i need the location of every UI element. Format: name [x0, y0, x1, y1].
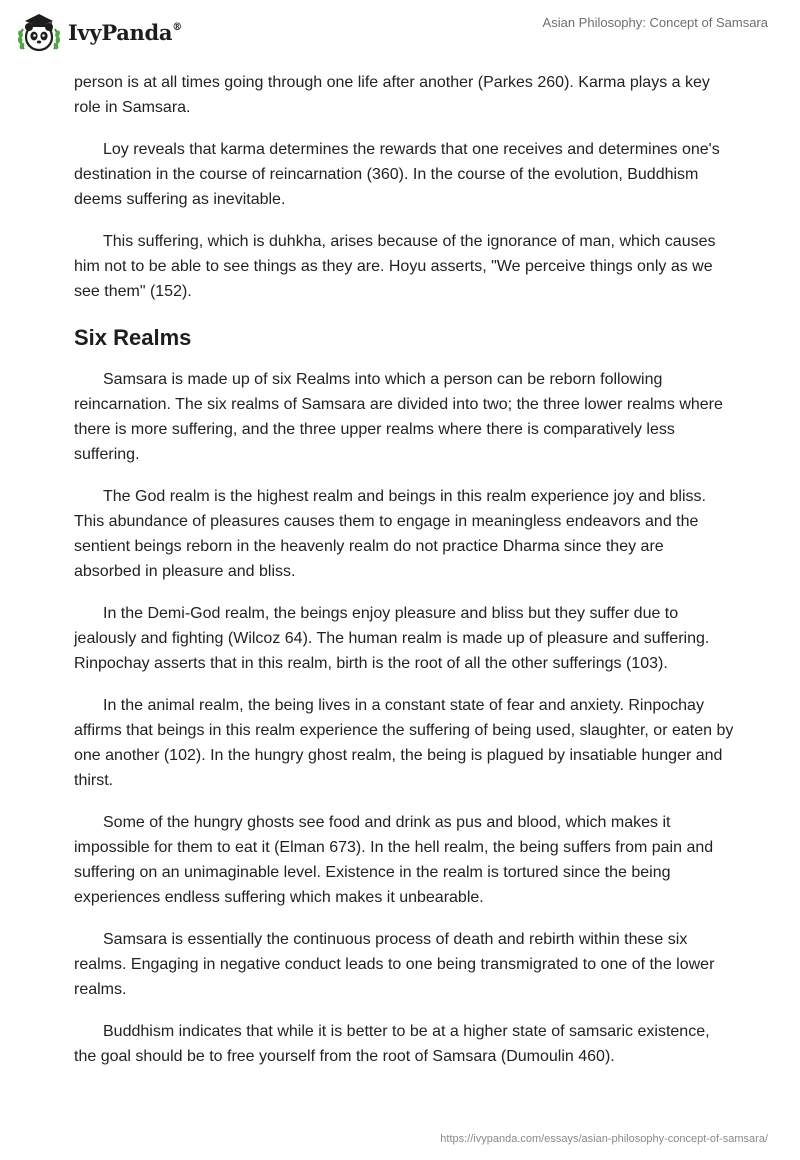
section-heading: Six Realms [74, 325, 192, 350]
paragraph: The God realm is the highest realm and beings in this realm experience joy and bliss. This abundance of pleasures causes them to engage in meaningless endeavors and the sentient beings reborn in the heavenly realm do not practice Dharma since they are absorbed in pleasure and bliss. [74, 488, 706, 580]
paragraph: person is at all times going through one life after another (Parkes 260). Karma plays a key role in Samsara. [74, 74, 710, 116]
panda-graduate-icon [14, 9, 64, 55]
document-title: Asian Philosophy: Concept of Samsara [542, 15, 768, 30]
paragraph: In the animal realm, the being lives in a constant state of fear and anxiety. Rinpochay affirms that beings in this realm experience the suffering of being used, slaughter, or eaten by one another (102). In the hungry ghost realm, the being is plagued by insatiable hunger and thirst. [74, 697, 734, 789]
paragraph: Samsara is made up of six Realms into which a person can be reborn following reincarnation. The six realms of Samsara are divided into two; the three lower realms where there is more suffering, and the three upper realms where there is comparatively less suffering. [74, 371, 723, 463]
brand-logo[interactable] [14, 9, 182, 55]
paragraph: This suffering, which is duhkha, arises because of the ignorance of man, which causes him not to be able to see things as they are. Hoyu asserts, "We perceive things only as we see them" (152). [74, 233, 716, 300]
paragraph: Loy reveals that karma determines the rewards that one receives and determines one's destination in the course of reincarnation (360). In the course of the evolution, Buddhism deems suffering as inevitable. [74, 141, 720, 208]
source-url[interactable]: https://ivypanda.com/essays/asian-philosophy-concept-of-samsara/ [440, 1133, 768, 1145]
paragraph: Some of the hungry ghosts see food and drink as pus and blood, which makes it impossible for them to eat it (Elman 673). In the hell realm, the being suffers from pain and suffering on an unimaginable level. Existence in the realm is tortured since the being experiences endless suffering which makes it unbearable. [74, 814, 714, 906]
essay-body [74, 70, 734, 1086]
paragraph: Buddhism indicates that while it is better to be at a higher state of samsaric existence, the goal should be to free yourself from the root of Samsara (Dumoulin 460). [74, 1023, 710, 1065]
paragraph: Samsara is essentially the continuous process of death and rebirth within these six realms. Engaging in negative conduct leads to one being transmigrated to one of the lower realms. [74, 931, 715, 998]
paragraph: In the Demi-God realm, the beings enjoy pleasure and bliss but they suffer due to jealously and fighting (Wilcoz 64). The human realm is made up of pleasure and suffering. Rinpochay asserts that in this realm, birth is the root of all the other sufferings (103). [74, 605, 710, 672]
page-header [0, 0, 800, 64]
brand-name: IvyPanda® [68, 19, 182, 45]
